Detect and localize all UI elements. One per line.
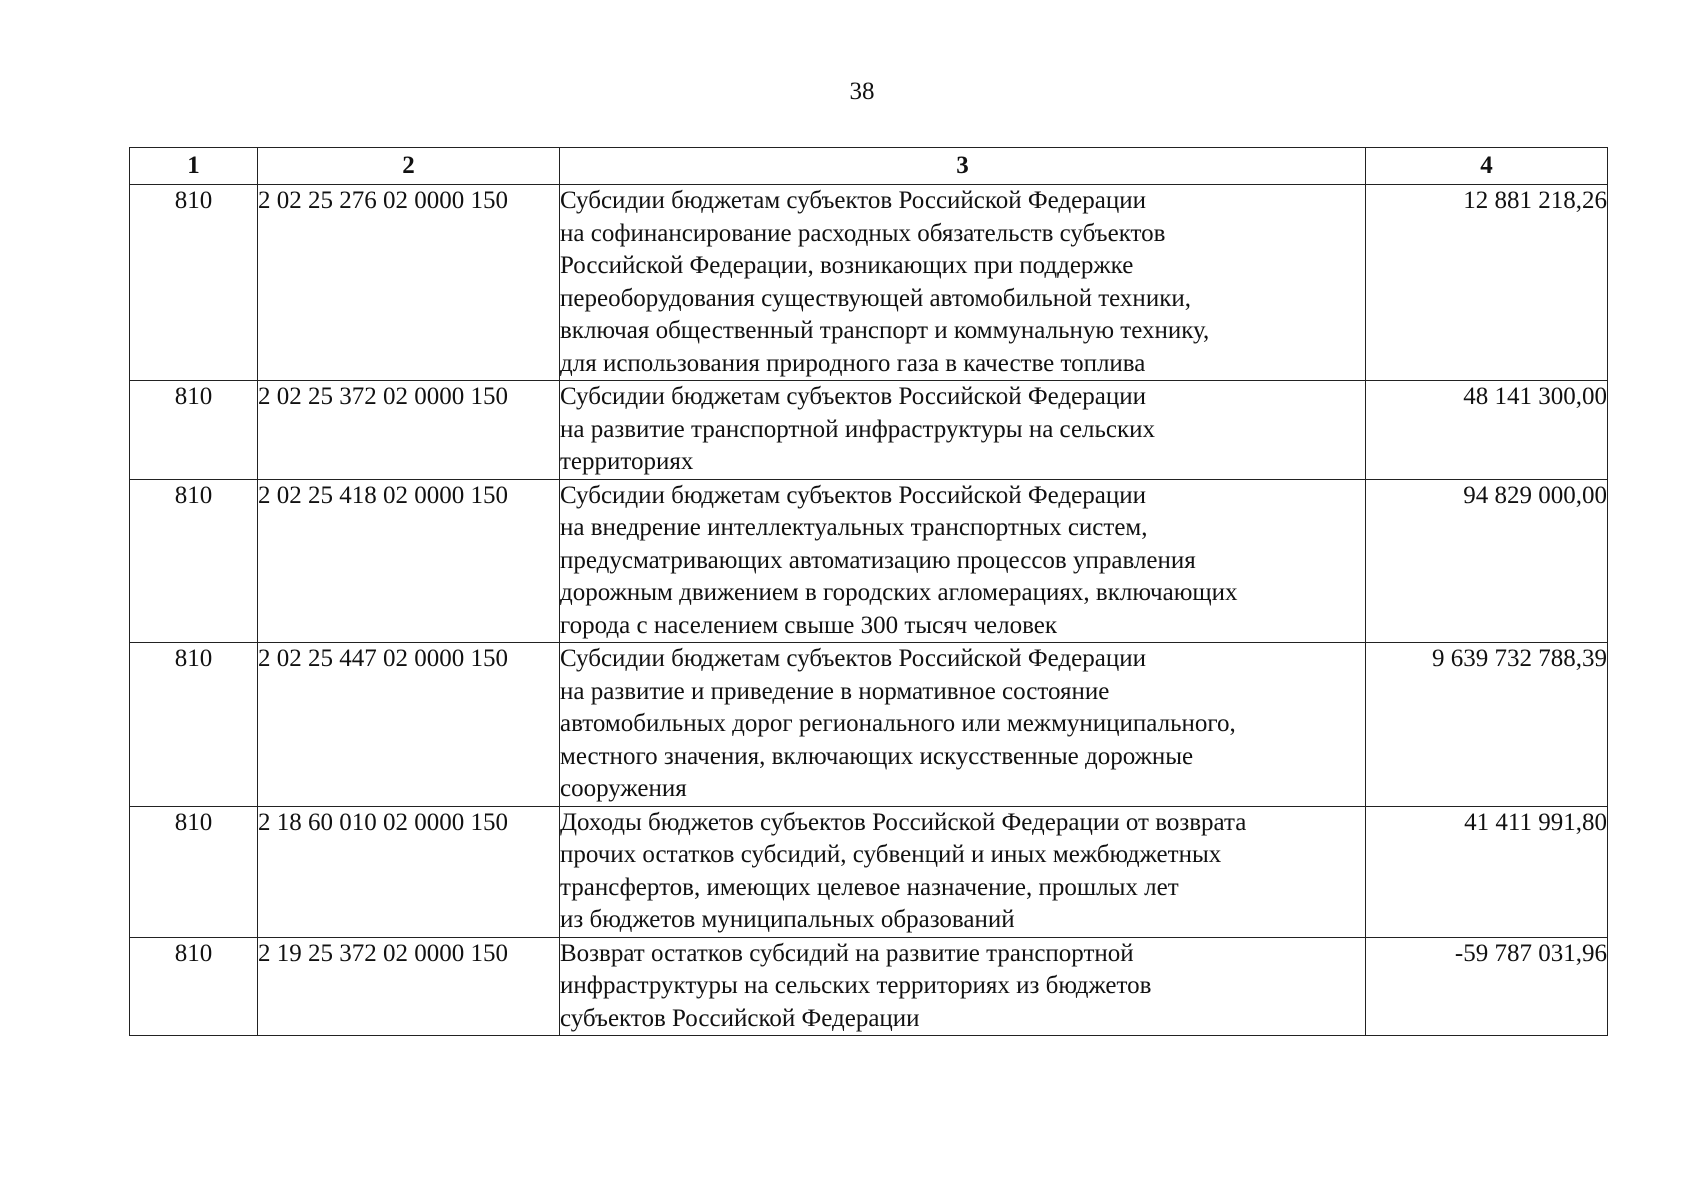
revenue-name-line: прочих остатков субсидий, субвенций и иных межбюджетных — [560, 841, 1222, 868]
revenue-name-line: дорожным движением в городских агломерациях, включающих — [560, 579, 1238, 606]
admin-code-cell: 810 — [130, 937, 258, 1036]
budget-classification-code-cell: 2 02 25 447 02 0000 150 — [258, 643, 560, 807]
page-number: 38 — [849, 78, 875, 105]
table-row — [130, 381, 1608, 480]
revenue-name-line: переоборудования существующей автомобильной техники, — [560, 284, 1191, 312]
table-row — [130, 643, 1608, 807]
revenue-name-cell — [560, 937, 1366, 1036]
amount-cell: 48 141 300,00 — [1366, 381, 1608, 480]
revenue-name-line: субъектов Российской Федерации — [560, 1004, 920, 1032]
revenue-name-cell — [560, 381, 1366, 480]
revenue-name-line: Российской Федерации, возникающих при поддержке — [560, 252, 1134, 279]
revenue-name-line: трансфертов, имеющих целевое назначение, прошлых лет — [560, 873, 1179, 901]
table-body — [130, 185, 1608, 1036]
revenue-name-line: Субсидии бюджетам субъектов Российской Федерации — [560, 481, 1146, 509]
admin-code-cell: 810 — [130, 381, 258, 480]
admin-code-cell: 810 — [130, 185, 258, 381]
revenue-name-line: Субсидии бюджетам субъектов Российской Федерации — [560, 187, 1146, 214]
header-col-3: 3 — [560, 148, 1366, 185]
table-row — [130, 479, 1608, 643]
admin-code-cell: 810 — [130, 806, 258, 937]
amount-cell: 94 829 000,00 — [1366, 479, 1608, 643]
revenue-name-line: на развитие транспортной инфраструктуры на сельских — [560, 415, 1156, 443]
table-row — [130, 806, 1608, 937]
budget-classification-code-cell: 2 02 25 276 02 0000 150 — [258, 185, 560, 381]
amount-cell: 9 639 732 788,39 — [1366, 643, 1608, 807]
revenue-name-line: Возврат остатков субсидий на развитие транспортной — [560, 939, 1134, 967]
revenue-name-line: инфраструктуры на сельских территориях из бюджетов — [560, 972, 1152, 999]
admin-code-cell: 810 — [130, 479, 258, 643]
revenue-name-line: автомобильных дорог регионального или межмуниципального, — [560, 710, 1236, 737]
revenue-name-cell — [560, 479, 1366, 643]
revenue-name-cell — [560, 185, 1366, 381]
revenue-name-cell — [560, 643, 1366, 807]
revenue-name-line: на внедрение интеллектуальных транспортных систем, — [560, 514, 1148, 541]
revenue-name-line: для использования природного газа в качестве топлива — [560, 349, 1146, 377]
budget-classification-code-cell: 2 02 25 372 02 0000 150 — [258, 381, 560, 480]
amount-cell: -59 787 031,96 — [1366, 937, 1608, 1036]
table-row — [130, 937, 1608, 1036]
revenue-name-line: города с населением свыше 300 тысяч человек — [560, 611, 1058, 639]
table-row — [130, 185, 1608, 381]
revenue-name-line: предусматривающих автоматизацию процессов управления — [560, 546, 1196, 574]
revenue-name-line: включая общественный транспорт и коммунальную технику, — [560, 317, 1210, 344]
table-header-row — [130, 148, 1608, 185]
revenue-name-line: сооружения — [560, 775, 687, 802]
budget-classification-code-cell: 2 19 25 372 02 0000 150 — [258, 937, 560, 1036]
amount-cell: 12 881 218,26 — [1366, 185, 1608, 381]
revenue-name-line: местного значения, включающих искусственные дорожные — [560, 742, 1194, 770]
header-col-4: 4 — [1366, 148, 1608, 185]
revenue-name-cell — [560, 806, 1366, 937]
admin-code-cell: 810 — [130, 643, 258, 807]
budget-revenue-table — [129, 147, 1608, 1036]
amount-cell: 41 411 991,80 — [1366, 806, 1608, 937]
budget-classification-code-cell: 2 02 25 418 02 0000 150 — [258, 479, 560, 643]
revenue-name-line: территориях — [560, 448, 694, 475]
budget-classification-code-cell: 2 18 60 010 02 0000 150 — [258, 806, 560, 937]
revenue-name-line: на софинансирование расходных обязательств субъектов — [560, 219, 1166, 247]
header-col-1: 1 — [130, 148, 258, 185]
revenue-name-line: из бюджетов муниципальных образований — [560, 906, 1015, 933]
revenue-name-line: Субсидии бюджетам субъектов Российской Федерации — [560, 383, 1146, 410]
revenue-name-line: Доходы бюджетов субъектов Российской Федерации от возврата — [560, 808, 1247, 836]
revenue-name-line: на развитие и приведение в нормативное состояние — [560, 677, 1110, 705]
revenue-name-line: Субсидии бюджетам субъектов Российской Федерации — [560, 645, 1146, 672]
header-col-2: 2 — [258, 148, 560, 185]
